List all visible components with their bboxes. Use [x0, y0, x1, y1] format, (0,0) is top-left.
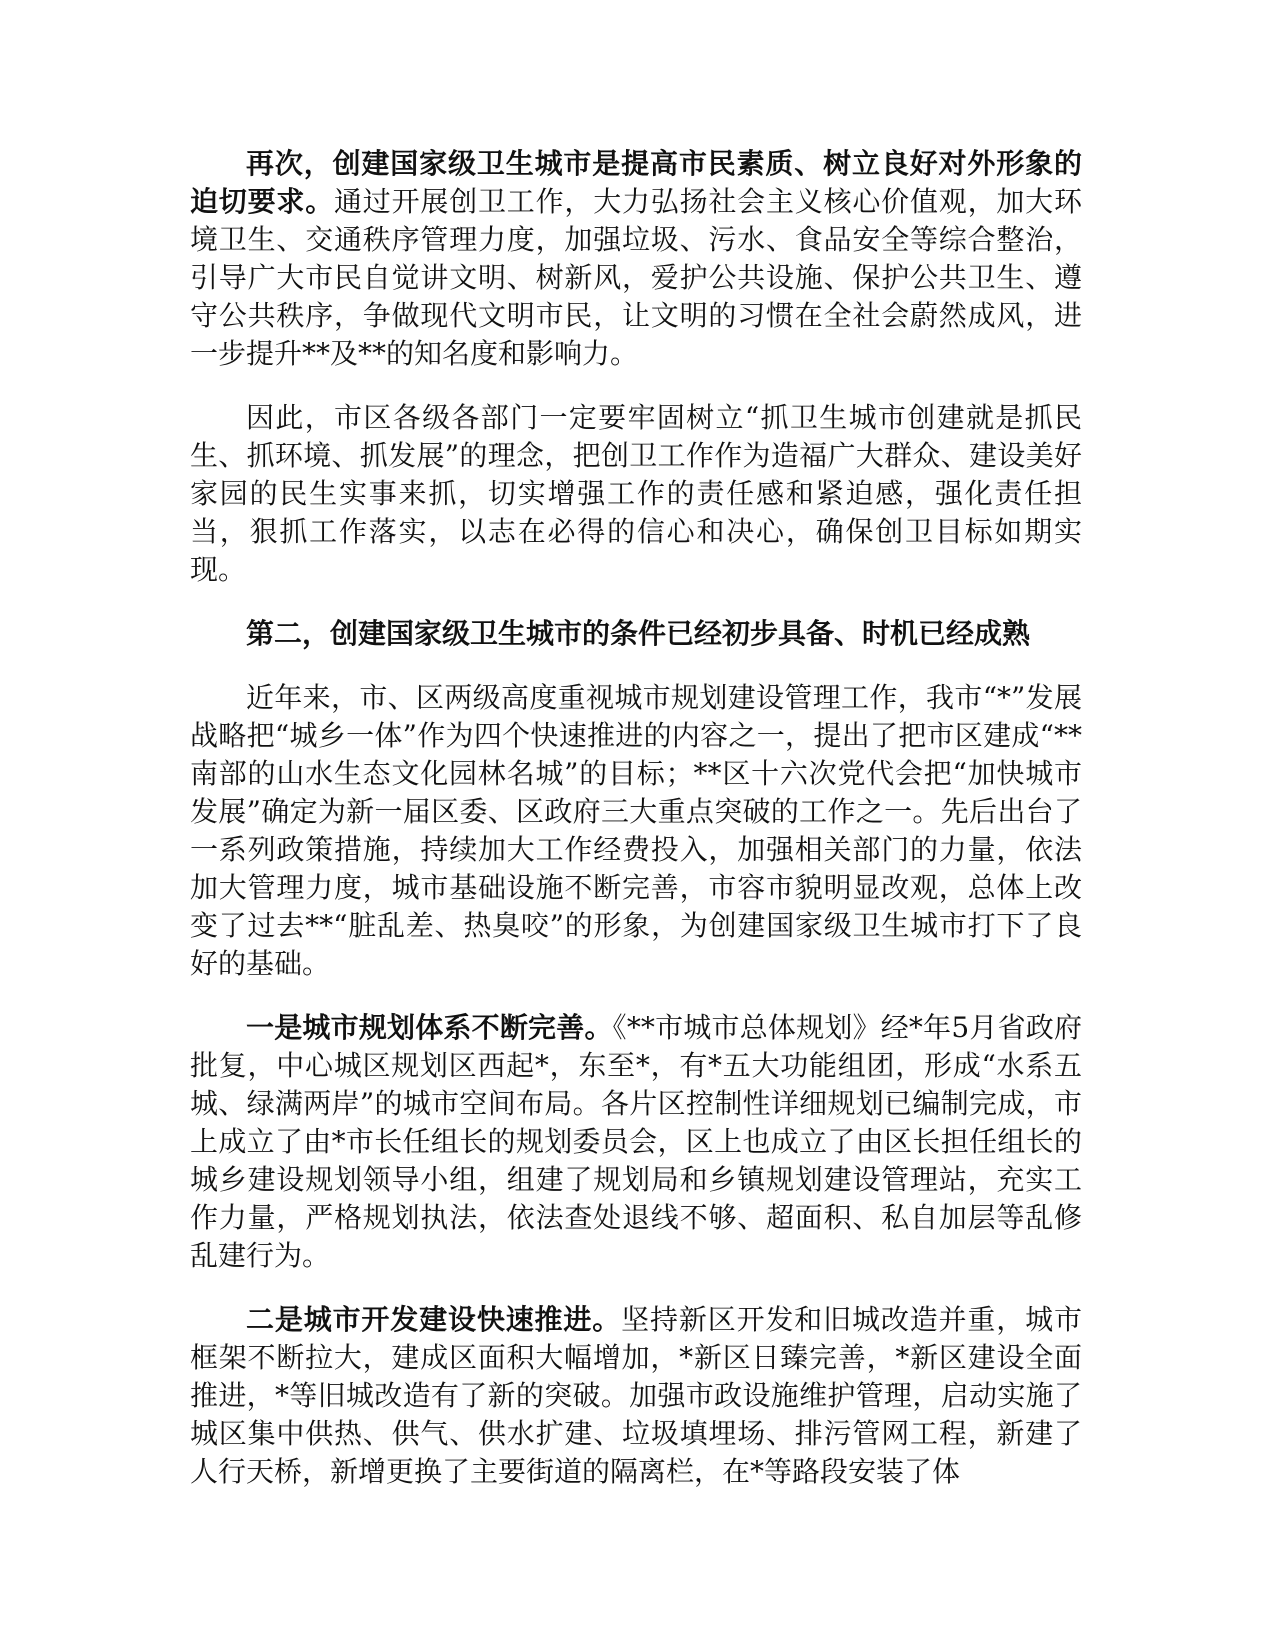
paragraph-4: [190, 679, 1082, 983]
paragraph-4-body: 近年来，市、区两级高度重视城市规划建设管理工作，我市“*”发展战略把“城乡一体”作为四个快速推进的内容之一，提出了把市区建成“**南部的山水生态文化园林名城”的目标；**区十六次党代会把“加快城市发展”确定为新一届区委、区政府三大重点突破的工作之一。先后出台了一系列政策措施，持续加大工作经费投入，加强相关部门的力量，依法加大管理力度，城市基础设施不断完善，市容市貌明显改观，总体上改变了过去**“脏乱差、热臭咬”的形象，为创建国家级卫生城市打下了良好的基础。: [190, 681, 1082, 980]
paragraph-6-lead: 二是城市开发建设快速推进。: [246, 1303, 622, 1336]
paragraph-5-lead: 一是城市规划体系不断完善。: [246, 1011, 613, 1044]
paragraph-6-body: 坚持新区开发和旧城改造并重，城市框架不断拉大，建成区面积大幅增加，*新区日臻完善，*新区建设全面推进，*等旧城改造有了新的突破。加强市政设施维护管理，启动实施了城区集中供热、供气、供水扩建、垃圾填埋场、排污管网工程，新建了人行天桥，新增更换了主要街道的隔离栏，在*等路段安装了体: [190, 1303, 1082, 1488]
paragraph-5-body: 《**市城市总体规划》经*年5月省政府批复，中心城区规划区西起*，东至*，有*五大功能组团，形成“水系五城、绿满两岸”的城市空间布局。各片区控制性详细规划已编制完成，市上成立了由*市长任组长的规划委员会，区上也成立了由区长担任组长的城乡建设规划领导小组，组建了规划局和乡镇规划建设管理站，充实工作力量，严格规划执法，依法查处退线不够、超面积、私自加层等乱修乱建行为。: [190, 1011, 1082, 1272]
section-heading-2: [190, 615, 1082, 653]
paragraph-5: [190, 1009, 1082, 1275]
paragraph-2: [190, 399, 1082, 589]
paragraph-2-body: 因此，市区各级各部门一定要牢固树立“抓卫生城市创建就是抓民生、抓环境、抓发展”的理念，把创卫工作作为造福广大群众、建设美好家园的民生实事来抓，切实增强工作的责任感和紧迫感，强化责任担当，狠抓工作落实，以志在必得的信心和决心，确保创卫目标如期实现。: [190, 401, 1082, 586]
paragraph-1-lead: 再次，创建国家级卫生城市是提高市民素质、树立良好对外形象的迫切要求。: [190, 147, 1082, 218]
section-heading-2-text: 第二，创建国家级卫生城市的条件已经初步具备、时机已经成熟: [246, 617, 1031, 650]
paragraph-1: [190, 145, 1082, 373]
paragraph-6: [190, 1301, 1082, 1491]
paragraph-1-body: 通过开展创卫工作，大力弘扬社会主义核心价值观，加大环境卫生、交通秩序管理力度，加强垃圾、污水、食品安全等综合整治，引导广大市民自觉讲文明、树新风，爱护公共设施、保护公共卫生、遵守公共秩序，争做现代文明市民，让文明的习惯在全社会蔚然成风，进一步提升**及**的知名度和影响力。: [190, 185, 1082, 370]
document-page: [190, 145, 1082, 1491]
